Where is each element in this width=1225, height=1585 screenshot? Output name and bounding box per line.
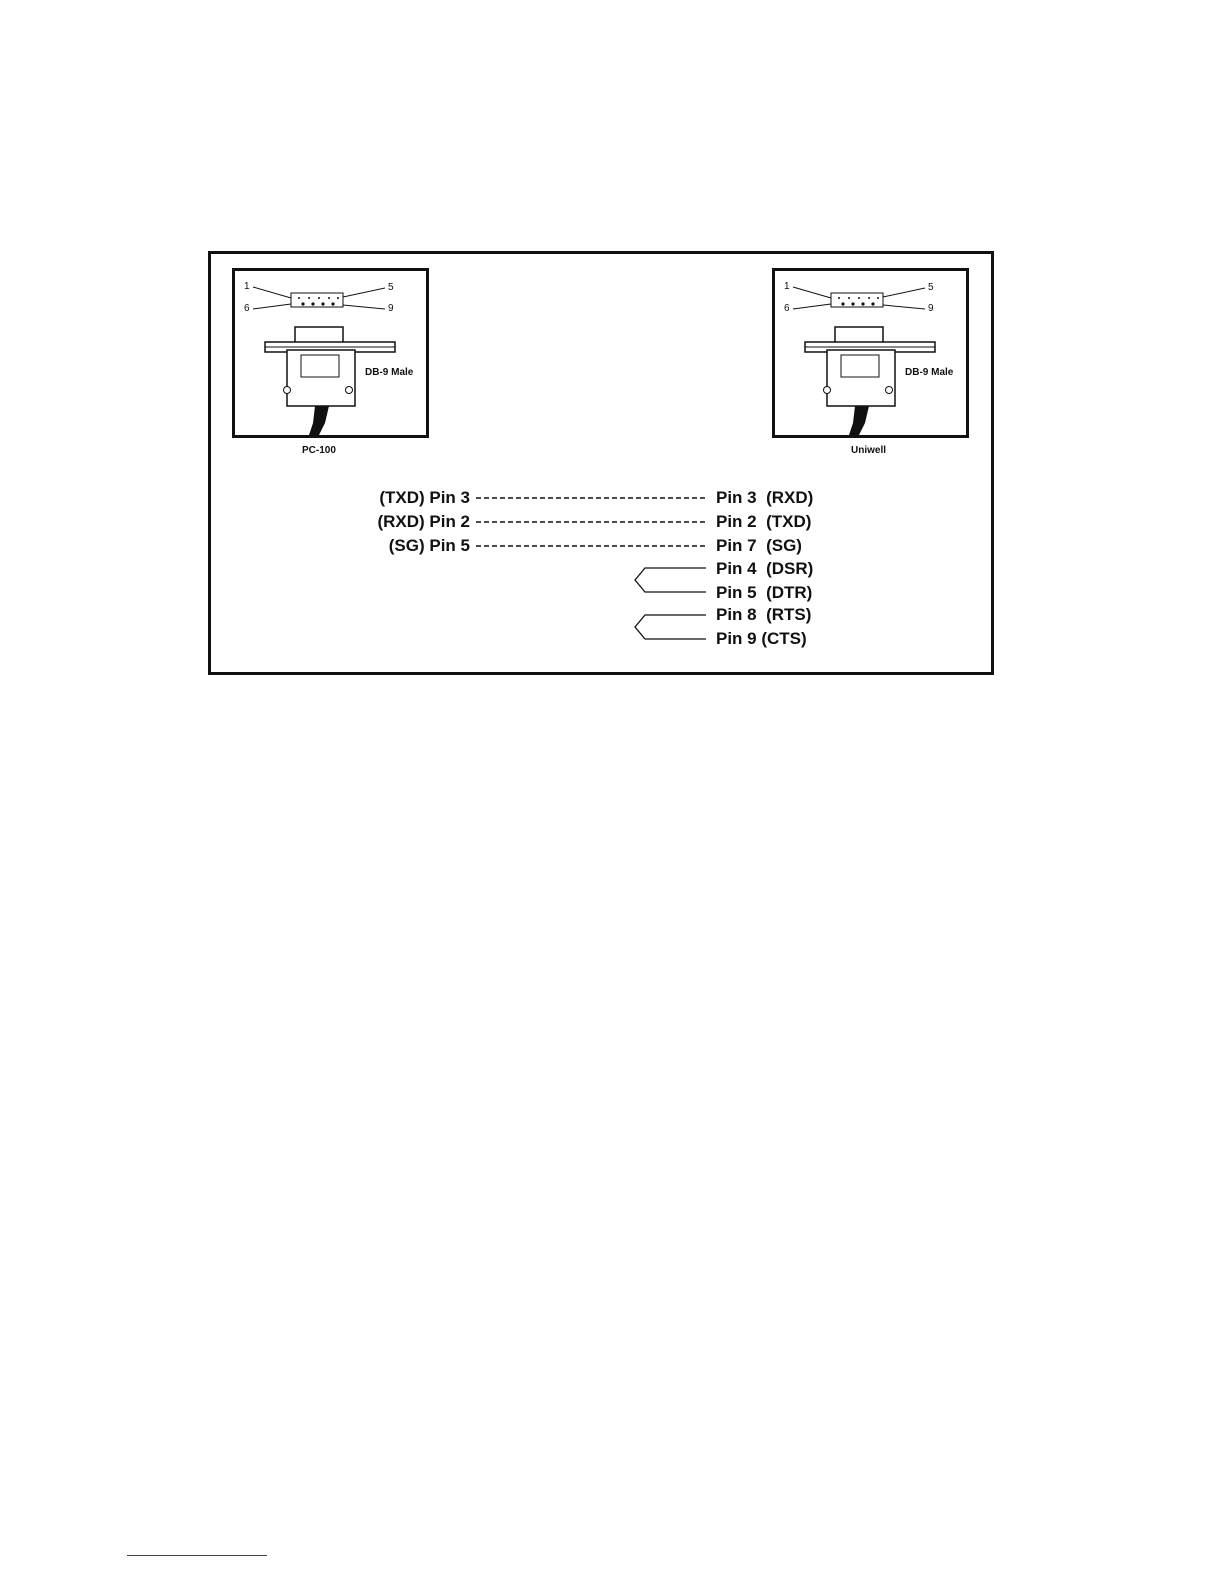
pin-label-6: 6	[784, 303, 790, 314]
wire-left-label-txd: (TXD) Pin 3	[379, 488, 470, 507]
loopback-label-dsr: Pin 4 (DSR)	[716, 559, 814, 578]
wire-lines	[0, 0, 1225, 700]
wire-left-label-rxd: (RXD) Pin 2	[377, 512, 470, 531]
left-device-caption: PC-100	[302, 445, 336, 456]
pin-label-1: 1	[244, 281, 250, 292]
pin-label-1: 1	[784, 281, 790, 292]
wire-left-label-sg: (SG) Pin 5	[388, 536, 470, 555]
right-device-caption: Uniwell	[851, 445, 887, 456]
pin-label-6: 6	[244, 303, 250, 314]
loopback-label-dtr: Pin 5 (DTR)	[716, 583, 813, 602]
wire-right-label-txd: Pin 2 (TXD)	[716, 512, 812, 531]
loopback-dsr-dtr	[635, 568, 706, 592]
pin-label-5: 5	[388, 282, 394, 293]
wire-right-label-rxd: Pin 3 (RXD)	[716, 488, 814, 507]
pin-label-9: 9	[928, 303, 934, 314]
wire-right-label-sg: Pin 7 (SG)	[716, 536, 802, 555]
footnote-separator	[127, 1555, 267, 1556]
loopback-label-rts: Pin 8 (RTS)	[716, 605, 812, 624]
connector-type-label: DB-9 Male	[365, 367, 414, 378]
loopback-rts-cts	[635, 615, 706, 639]
pin-label-9: 9	[388, 303, 394, 314]
connector-type-label: DB-9 Male	[905, 367, 954, 378]
loopback-label-cts: Pin 9 (CTS)	[716, 629, 807, 648]
pin-label-5: 5	[928, 282, 934, 293]
